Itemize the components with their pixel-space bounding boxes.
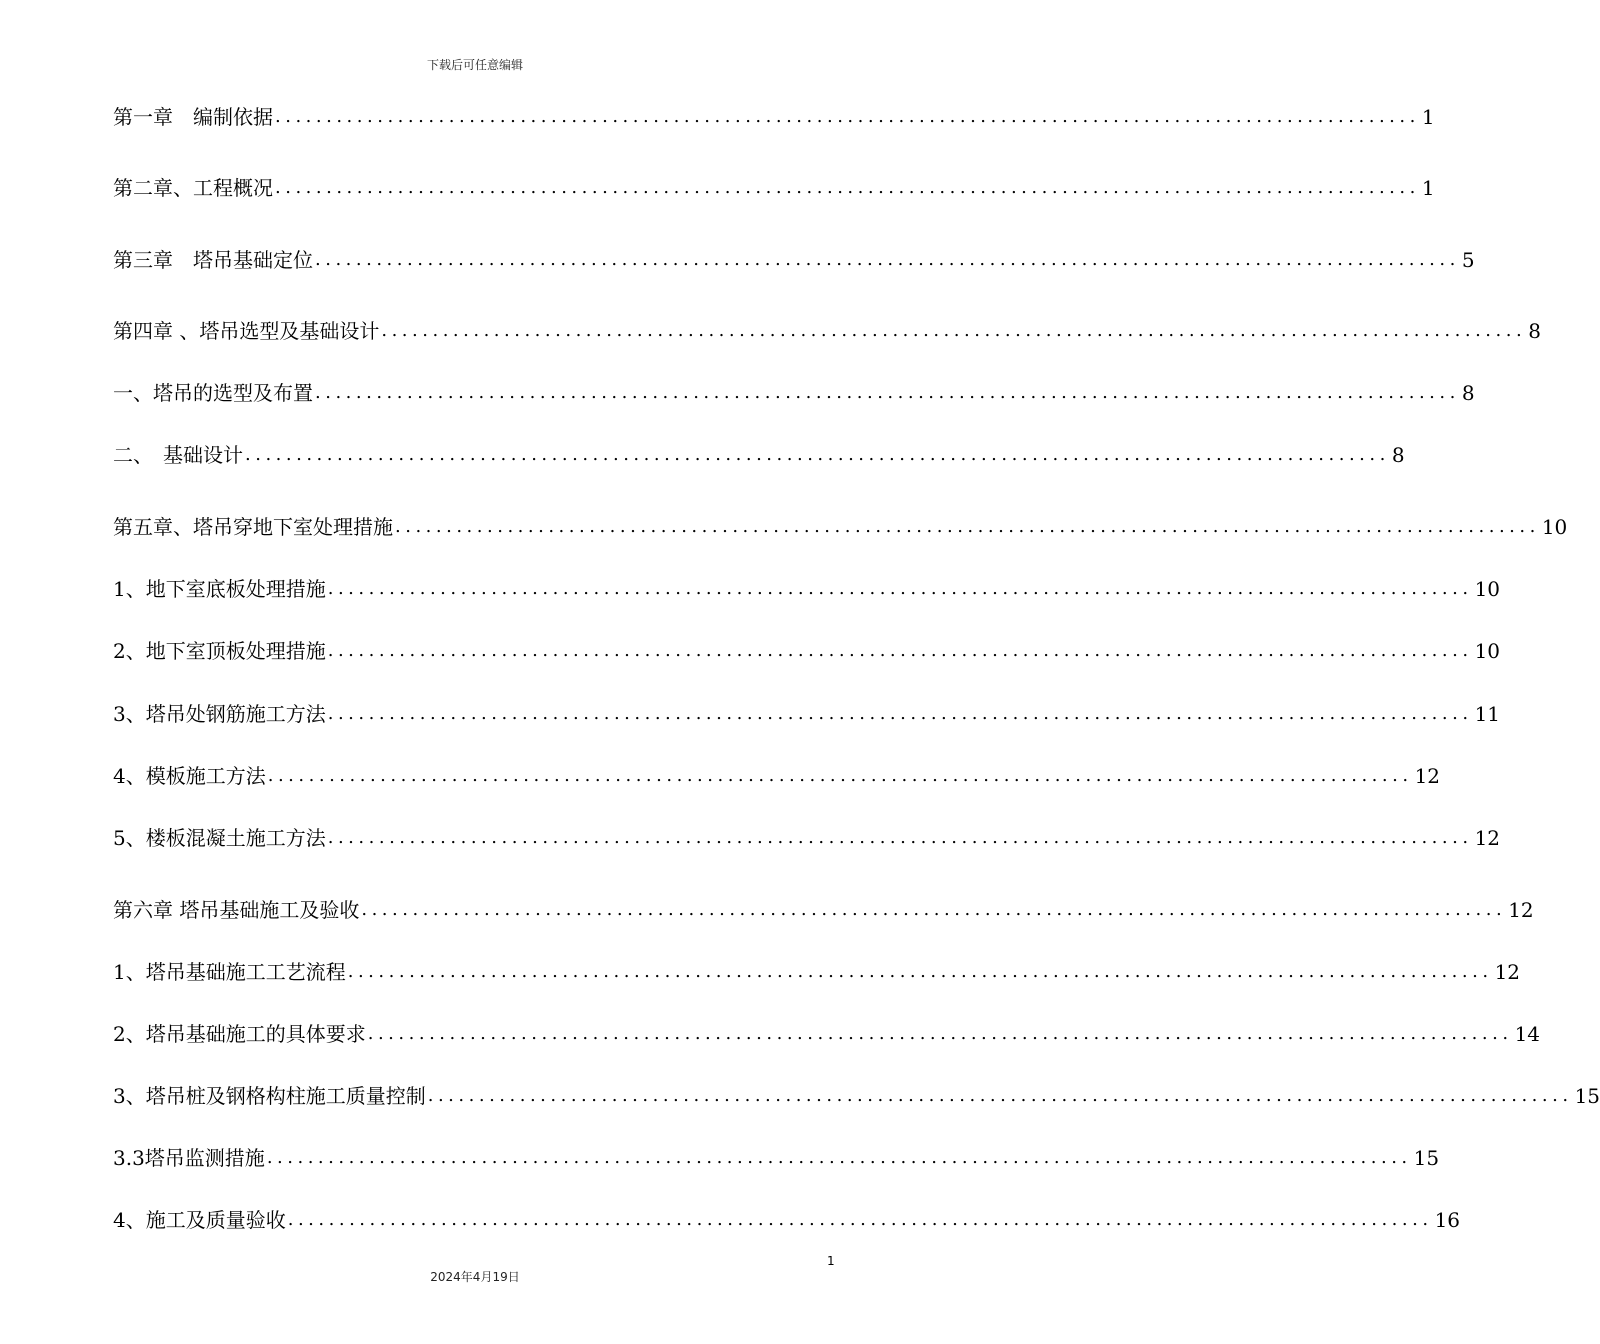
- toc-entry-title: 1、地下室底板处理措施: [113, 577, 326, 601]
- toc-entry-title: 2、地下室顶板处理措施: [113, 639, 326, 663]
- dot-leader: ................................................................................................................: [395, 516, 1540, 537]
- toc-entry[interactable]: [113, 699, 1501, 729]
- toc-entry-page: 14: [1514, 1022, 1541, 1046]
- toc-entry-page: 12: [1414, 764, 1441, 788]
- toc-entry-page: 12: [1474, 826, 1501, 850]
- page-number: 1: [827, 1254, 835, 1268]
- page-footer-date: 2024年4月19日: [430, 1270, 520, 1284]
- toc-entry-page: 5: [1461, 248, 1475, 272]
- toc-entry[interactable]: [113, 512, 1568, 542]
- toc-entry-page: 10: [1474, 639, 1501, 663]
- toc-entry[interactable]: [113, 245, 1475, 275]
- dot-leader: ................................................................................................................: [245, 444, 1390, 465]
- toc-entry-page: 8: [1391, 443, 1405, 467]
- toc-entry-page: 10: [1474, 577, 1501, 601]
- toc-entry-page: 12: [1508, 898, 1534, 922]
- toc-entry-page: 10: [1541, 515, 1568, 539]
- toc-entry-title: 二、 基础设计: [113, 443, 243, 467]
- toc-entry-page: 8: [1528, 319, 1541, 343]
- toc-entry-title: 一、塔吊的选型及布置: [113, 381, 313, 405]
- dot-leader: ................................................................................................................: [381, 320, 1527, 341]
- toc-entry-page: 1: [1421, 176, 1435, 200]
- toc-entry-page: 15: [1413, 1146, 1440, 1170]
- toc-entry-page: 1: [1421, 105, 1435, 129]
- dot-leader: ................................................................................................................: [327, 578, 1473, 599]
- toc-entry[interactable]: [113, 102, 1435, 132]
- dot-leader: ................................................................................................................: [427, 1085, 1573, 1106]
- toc-entry-page: 11: [1474, 702, 1501, 726]
- toc-entry-title: 3、塔吊处钢筋施工方法: [113, 702, 326, 726]
- toc-entry-title: 第六章 塔吊基础施工及验收: [113, 898, 360, 922]
- toc-entry-title: 第五章、塔吊穿地下室处理措施: [113, 515, 393, 539]
- toc-entry-title: 2、塔吊基础施工的具体要求: [113, 1022, 366, 1046]
- toc-entry[interactable]: [113, 173, 1435, 203]
- dot-leader: ................................................................................................................: [315, 382, 1460, 403]
- toc-entry-title: 3、塔吊桩及钢格构柱施工质量控制: [113, 1084, 426, 1108]
- toc-entry-title: 第三章 塔吊基础定位: [113, 248, 313, 272]
- page-header: 下载后可任意编辑: [426, 58, 523, 72]
- toc-entry[interactable]: [113, 1205, 1461, 1235]
- toc-entry-page: 8: [1461, 381, 1475, 405]
- dot-leader: ................................................................................................................: [327, 827, 1473, 848]
- dot-leader: ................................................................................................................: [361, 899, 1507, 920]
- dot-leader: ................................................................................................................: [327, 640, 1473, 661]
- toc-entry[interactable]: [113, 823, 1501, 853]
- toc-entry[interactable]: [113, 574, 1501, 604]
- toc-entry-page: 16: [1434, 1208, 1461, 1232]
- dot-leader: ................................................................................................................: [287, 1209, 1433, 1230]
- toc-entry-page: 12: [1494, 960, 1521, 984]
- toc-entry-title: 4、模板施工方法: [113, 764, 266, 788]
- toc-entry[interactable]: [113, 957, 1521, 987]
- dot-leader: ................................................................................................................: [315, 249, 1460, 270]
- toc-entry[interactable]: [113, 761, 1441, 791]
- toc-entry-title: 第一章 编制依据: [113, 105, 273, 129]
- dot-leader: ................................................................................................................: [266, 1147, 1412, 1168]
- dot-leader: ................................................................................................................: [367, 1023, 1513, 1044]
- toc-entry[interactable]: [113, 895, 1534, 925]
- dot-leader: ................................................................................................................: [267, 765, 1413, 786]
- dot-leader: ................................................................................................................: [327, 703, 1473, 724]
- toc-entry[interactable]: [113, 1081, 1600, 1111]
- toc-entry[interactable]: [113, 378, 1475, 408]
- toc-entry-title: 5、楼板混凝土施工方法: [113, 826, 326, 850]
- dot-leader: ................................................................................................................: [275, 177, 1420, 198]
- toc-entry-title: 3.3塔吊监测措施: [113, 1146, 265, 1170]
- toc-entry[interactable]: [113, 440, 1405, 470]
- dot-leader: ................................................................................................................: [275, 106, 1420, 127]
- toc-entry[interactable]: [113, 1019, 1541, 1049]
- toc-entry-title: 第四章 、塔吊选型及基础设计: [113, 319, 380, 343]
- toc-entry-title: 第二章、工程概况: [113, 176, 273, 200]
- toc-entry[interactable]: [113, 1143, 1440, 1173]
- toc-entry-page: 15: [1574, 1084, 1600, 1108]
- toc-entry[interactable]: [113, 316, 1541, 346]
- toc-entry-title: 4、施工及质量验收: [113, 1208, 286, 1232]
- toc-entry[interactable]: [113, 636, 1501, 666]
- dot-leader: ................................................................................................................: [347, 961, 1493, 982]
- toc-entry-title: 1、塔吊基础施工工艺流程: [113, 960, 346, 984]
